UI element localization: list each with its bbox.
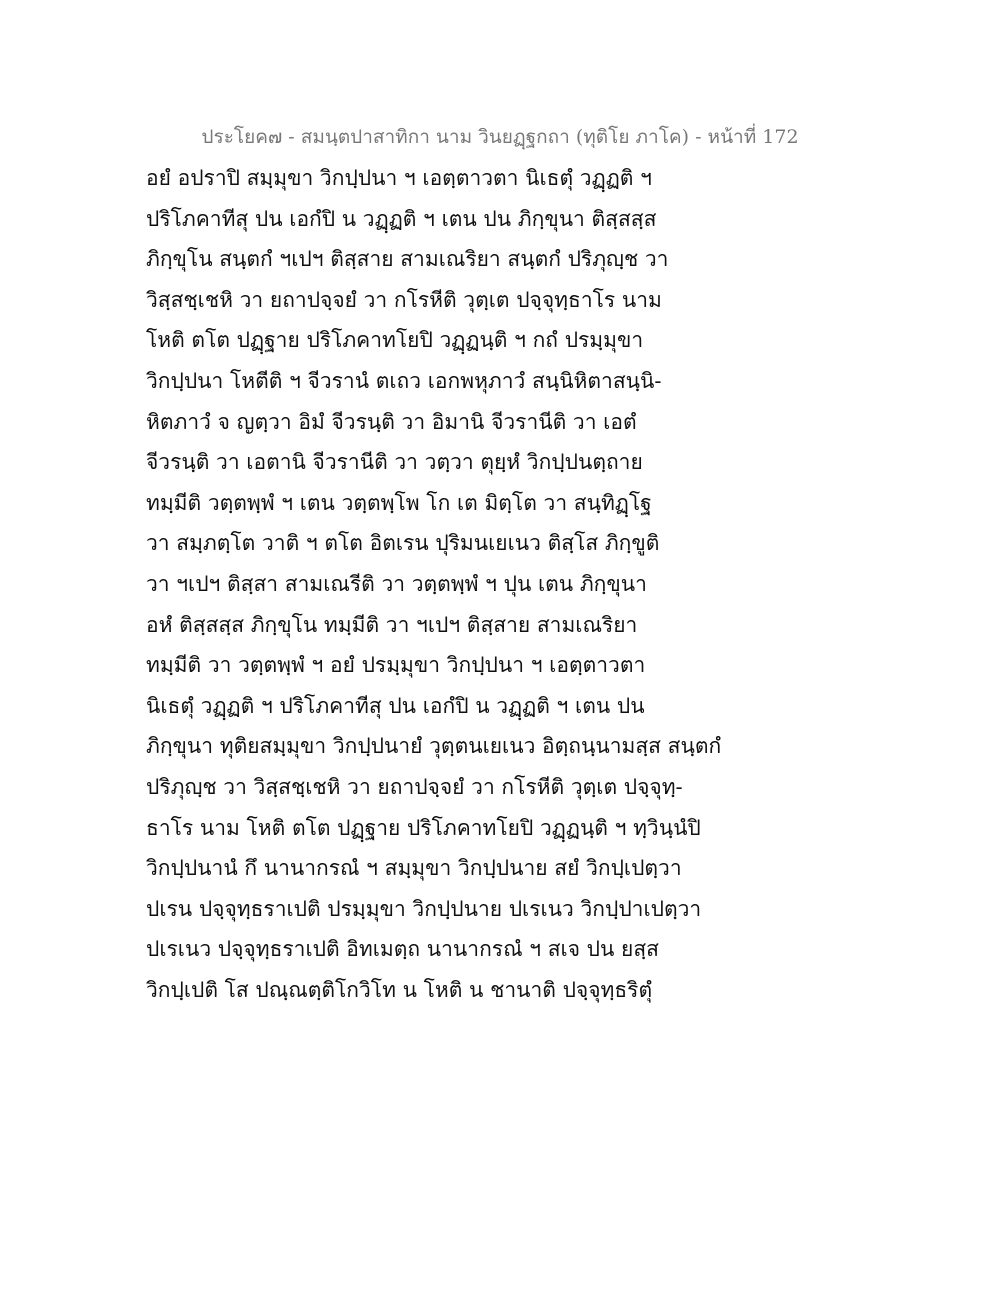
- text-line: โหติ ตโต ปฏฺฐาย ปริโภคาทโยปิ วฏฺฏนฺติ ฯ กถํ ปรมฺมุขา: [146, 328, 644, 353]
- text-line: อหํ ติสฺสสฺส ภิกฺขุโน ทมฺมีติ วา ฯเปฯ ติสฺสาย สามเณริยา: [146, 612, 638, 637]
- text-line: วิกปฺปนานํ กึ นานากรณํ ฯ สมฺมุขา วิกปฺปนาย สยํ วิกปฺเปตฺวา: [146, 856, 682, 881]
- page-body-text: [146, 158, 722, 1010]
- text-line: ภิกฺขุโน สนฺตกํ ฯเปฯ ติสฺสาย สามเณริยา สนฺตกํ ปริภุญฺช วา: [146, 247, 669, 272]
- text-line: อยํ อปราปิ สมฺมุขา วิกปฺปนา ฯ เอตฺตาวตา นิเธตุํ วฏฺฏติ ฯ: [146, 166, 652, 190]
- text-line: วา ฯเปฯ ติสฺสา สามเณรีติ วา วตฺตพฺพํ ฯ ปุน เตน ภิกฺขุนา: [146, 571, 647, 596]
- text-line: วิกปฺเปติ โส ปณฺณตฺติโกวิโท น โหติ น ชานาติ ปจฺจุทฺธริตุํ: [146, 977, 653, 1002]
- text-line: วา สมฺภตฺโต วาติ ฯ ตโต อิตเรน ปุริมนเยเนว ติสฺโส ภิกฺขูติ: [146, 531, 660, 556]
- text-line: ปเรน ปจฺจุทฺธราเปติ ปรมฺมุขา วิกปฺปนาย ปเรเนว วิกปฺปาเปตฺวา: [146, 896, 702, 921]
- text-line: ทมฺมีติ วา วตฺตพฺพํ ฯ อยํ ปรมฺมุขา วิกปฺปนา ฯ เอตฺตาวตา: [146, 653, 646, 678]
- text-line: ภิกฺขุนา ทุติยสมฺมุขา วิกปฺปนายํ วุตฺตนเยเนว อิตฺถนฺนามสฺส สนฺตกํ: [146, 734, 722, 759]
- text-line: หิตภาวํ จ ญตฺวา อิมํ จีวรนฺติ วา อิมานิ จีวรานีติ วา เอตํ: [146, 409, 637, 434]
- text-line: วิกปฺปนา โหตีติ ฯ จีวรานํ ตเถว เอกพหุภาวํ สนฺนิหิตาสนฺนิ-: [146, 368, 662, 393]
- text-line: วิสฺสชฺเชหิ วา ยถาปจฺจยํ วา กโรหีติ วุตฺเต ปจฺจุทฺธาโร นาม: [146, 287, 662, 312]
- text-line: จีวรนฺติ วา เอตานิ จีวรานีติ วา วตฺวา ตุยฺหํ วิกปฺปนตฺถาย: [146, 450, 643, 475]
- text-line: ปริโภคาทีสุ ปน เอกํปิ น วฏฺฏติ ฯ เตน ปน ภิกฺขุนา ติสฺสสฺส: [146, 206, 657, 231]
- text-line: ปริภุญฺช วา วิสฺสชฺเชหิ วา ยถาปจฺจยํ วา กโรหีติ วุตฺเต ปจฺจุทฺ-: [146, 774, 683, 799]
- text-line: ทมฺมีติ วตฺตพฺพํ ฯ เตน วตฺตพฺโพ โก เต มิตฺโต วา สนฺทิฏฺโฐ: [146, 490, 652, 515]
- page-running-header: ประโยค๗ - สมนฺตปาสาทิกา นาม วินยฏฺฐกถา (ทุติโย ภาโค) - หน้าที่ 172: [201, 126, 799, 148]
- text-line: ธาโร นาม โหติ ตโต ปฏฺฐาย ปริโภคาทโยปิ วฏฺฏนฺติ ฯ ทฺวินฺนํปิ: [146, 815, 701, 840]
- text-line: นิเธตุํ วฏฺฏติ ฯ ปริโภคาทีสุ ปน เอกํปิ น วฏฺฏติ ฯ เตน ปน: [146, 693, 645, 718]
- text-line: ปเรเนว ปจฺจุทฺธราเปติ อิทเมตฺถ นานากรณํ ฯ สเจ ปน ยสฺส: [146, 937, 659, 962]
